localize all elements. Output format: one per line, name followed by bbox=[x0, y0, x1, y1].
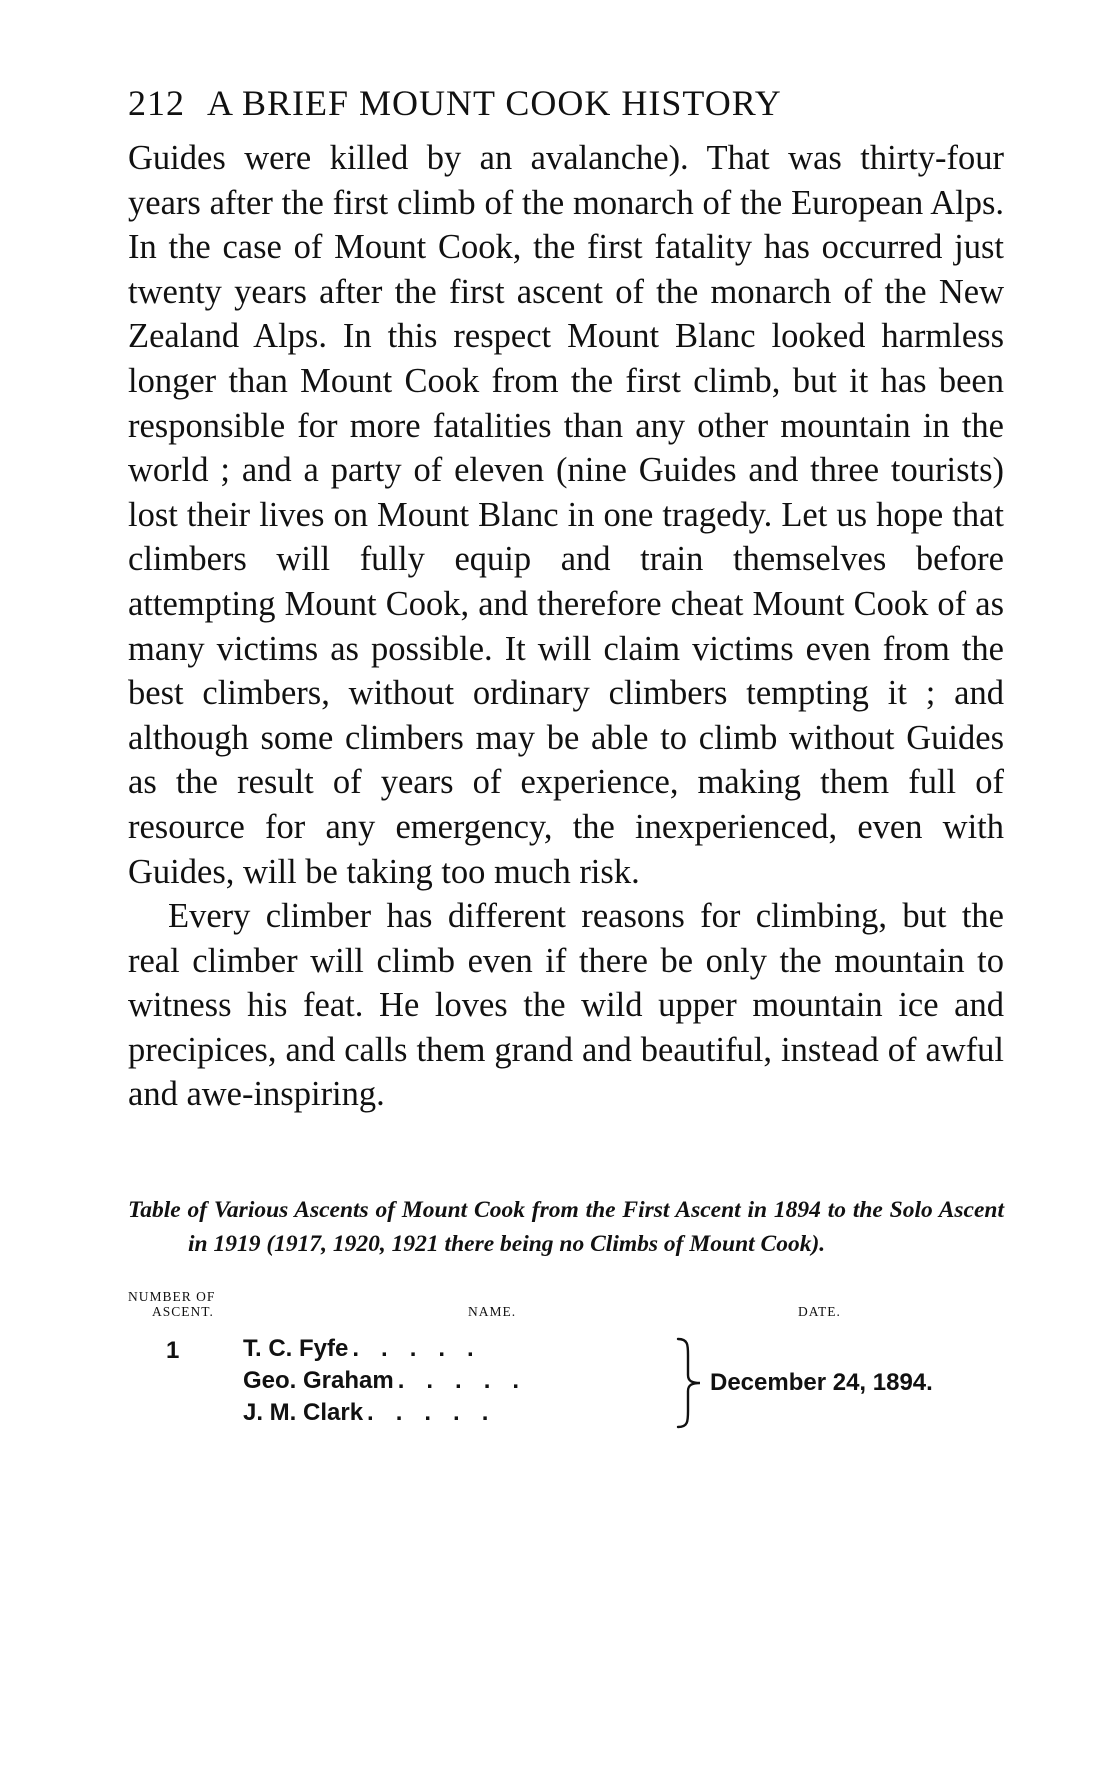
table-header bbox=[128, 1289, 1004, 1333]
body-text bbox=[128, 136, 1004, 1117]
climber-name: Geo. Graham bbox=[243, 1367, 394, 1395]
running-header bbox=[128, 78, 1004, 136]
column-header-date: DATE. bbox=[798, 1304, 841, 1320]
ascent-number: 1 bbox=[166, 1337, 180, 1365]
paragraph-1: Guides were killed by an avalanche). That was thirty-four years after the first climb of the monarch of the European Alps. In the case of Mount Cook, the first fatality has occurred just twenty years after the first ascent of the monarch of the New Zealand Alps. In this respect Mount Blanc looked harmless longer than Mount Cook from the first climb, but it has been responsible for more fatalities than any other mountain in the world ; and a party of eleven (nine Guides and three tourists) lost their lives on Mount Blanc in one tragedy. Let us hope that climbers will fully equip and train themselves before attempting Mount Cook, and therefore cheat Mount Cook of as many victims as possible. It will claim victims even from the best climbers, without ordinary climbers tempting it ; and although some climbers may be able to climb without Guides as the result of years of experience, making them full of resource for any emergency, the inexperienced, even with Guides, will be taking too much risk. bbox=[128, 139, 1004, 891]
dot-leader: ..... bbox=[397, 1367, 542, 1395]
ascent-date: December 24, 1894. bbox=[710, 1369, 933, 1397]
column-header-number bbox=[128, 1289, 215, 1319]
running-title: A BRIEF MOUNT COOK HISTORY bbox=[207, 83, 782, 123]
table-caption: Table of Various Ascents of Mount Cook from the First Ascent in 1894 to the Solo Ascent in 1919 (1917, 1920, 1921 there being no Climbs of Mount Cook). bbox=[128, 1197, 1004, 1258]
climber-name: T. C. Fyfe bbox=[243, 1335, 349, 1363]
climber-names bbox=[243, 1333, 683, 1429]
dot-leader: ..... bbox=[367, 1399, 511, 1427]
climber-name-row bbox=[243, 1365, 683, 1397]
book-page bbox=[128, 78, 1004, 1435]
page-number: 212 bbox=[128, 83, 185, 123]
dot-leader: ..... bbox=[352, 1335, 496, 1363]
paragraph-2: Every climber has different reasons for climbing, but the real climber will climb even if there be only the mountain to witness his feat. He loves the wild upper mountain ice and precipices, and calls them grand and beautiful, instead of awful and awe-inspiring. bbox=[128, 897, 1004, 1114]
column-header-number-line-1: NUMBER OF bbox=[128, 1289, 216, 1305]
column-header-number-line-2: ASCENT. bbox=[152, 1304, 214, 1320]
climber-name-row bbox=[243, 1397, 683, 1429]
table-row bbox=[128, 1333, 1004, 1435]
climber-name-row bbox=[243, 1333, 683, 1365]
climber-name: J. M. Clark bbox=[243, 1399, 364, 1427]
column-header-name: NAME. bbox=[468, 1304, 517, 1320]
right-brace-icon bbox=[674, 1337, 704, 1429]
